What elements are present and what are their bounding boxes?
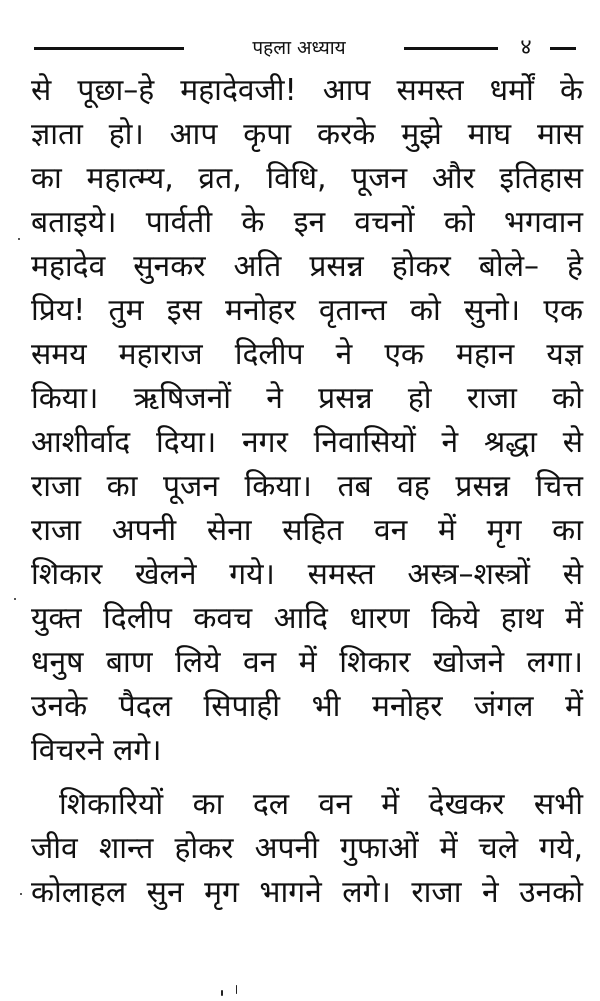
text-line: राजा अपनी सेना सहित वन में मृग का	[31, 513, 583, 548]
header-rule-right	[404, 47, 498, 50]
paragraph-2	[31, 783, 583, 915]
header-rule-right-end	[550, 47, 576, 50]
body-text	[31, 69, 583, 915]
header-rule-left	[34, 47, 184, 50]
print-speck	[20, 893, 22, 895]
text-line: जीव शान्त होकर अपनी गुफाओं में चले गये,	[31, 831, 583, 866]
text-line: का महात्म्य, व्रत, विधि, पूजन और इतिहास	[31, 161, 583, 196]
text-line: शिकार खेलने गये। समस्त अस्त्र–शस्त्रों से	[31, 557, 583, 592]
text-line: राजा का पूजन किया। तब वह प्रसन्न चित्त	[31, 469, 583, 504]
text-line: आशीर्वाद दिया। नगर निवासियों ने श्रद्धा से	[31, 425, 583, 460]
print-speck	[221, 990, 223, 996]
text-line: कोलाहल सुन मृग भागने लगे। राजा ने उनको	[31, 875, 583, 910]
text-line: धनुष बाण लिये वन में शिकार खोजने लगा।	[31, 645, 583, 680]
text-line: शिकारियों का दल वन में देखकर सभी	[59, 787, 583, 822]
page-number: ४	[520, 35, 532, 60]
print-speck	[18, 238, 20, 240]
running-head: पहला अध्याय	[252, 37, 346, 59]
page-header	[28, 34, 576, 64]
text-line: समय महाराज दिलीप ने एक महान यज्ञ	[31, 337, 583, 372]
text-line: से पूछा–हे महादेवजी! आप समस्त धर्मों के	[31, 73, 583, 108]
print-speck	[236, 985, 237, 994]
text-line: बताइये। पार्वती के इन वचनों को भगवान	[31, 205, 583, 240]
paragraph-1	[31, 69, 583, 773]
text-line: विचरने लगे।	[31, 733, 162, 768]
text-line: महादेव सुनकर अति प्रसन्न होकर बोले– हे	[31, 249, 583, 284]
text-line: उनके पैदल सिपाही भी मनोहर जंगल में	[31, 689, 583, 724]
text-line: किया। ऋषिजनों ने प्रसन्न हो राजा को	[31, 381, 583, 416]
print-speck	[14, 598, 16, 600]
text-line: प्रिय! तुम इस मनोहर वृतान्त को सुनो। एक	[31, 293, 583, 328]
text-line: ज्ञाता हो। आप कृपा करके मुझे माघ मास	[31, 117, 583, 152]
text-line: युक्त दिलीप कवच आदि धारण किये हाथ में	[31, 601, 583, 636]
